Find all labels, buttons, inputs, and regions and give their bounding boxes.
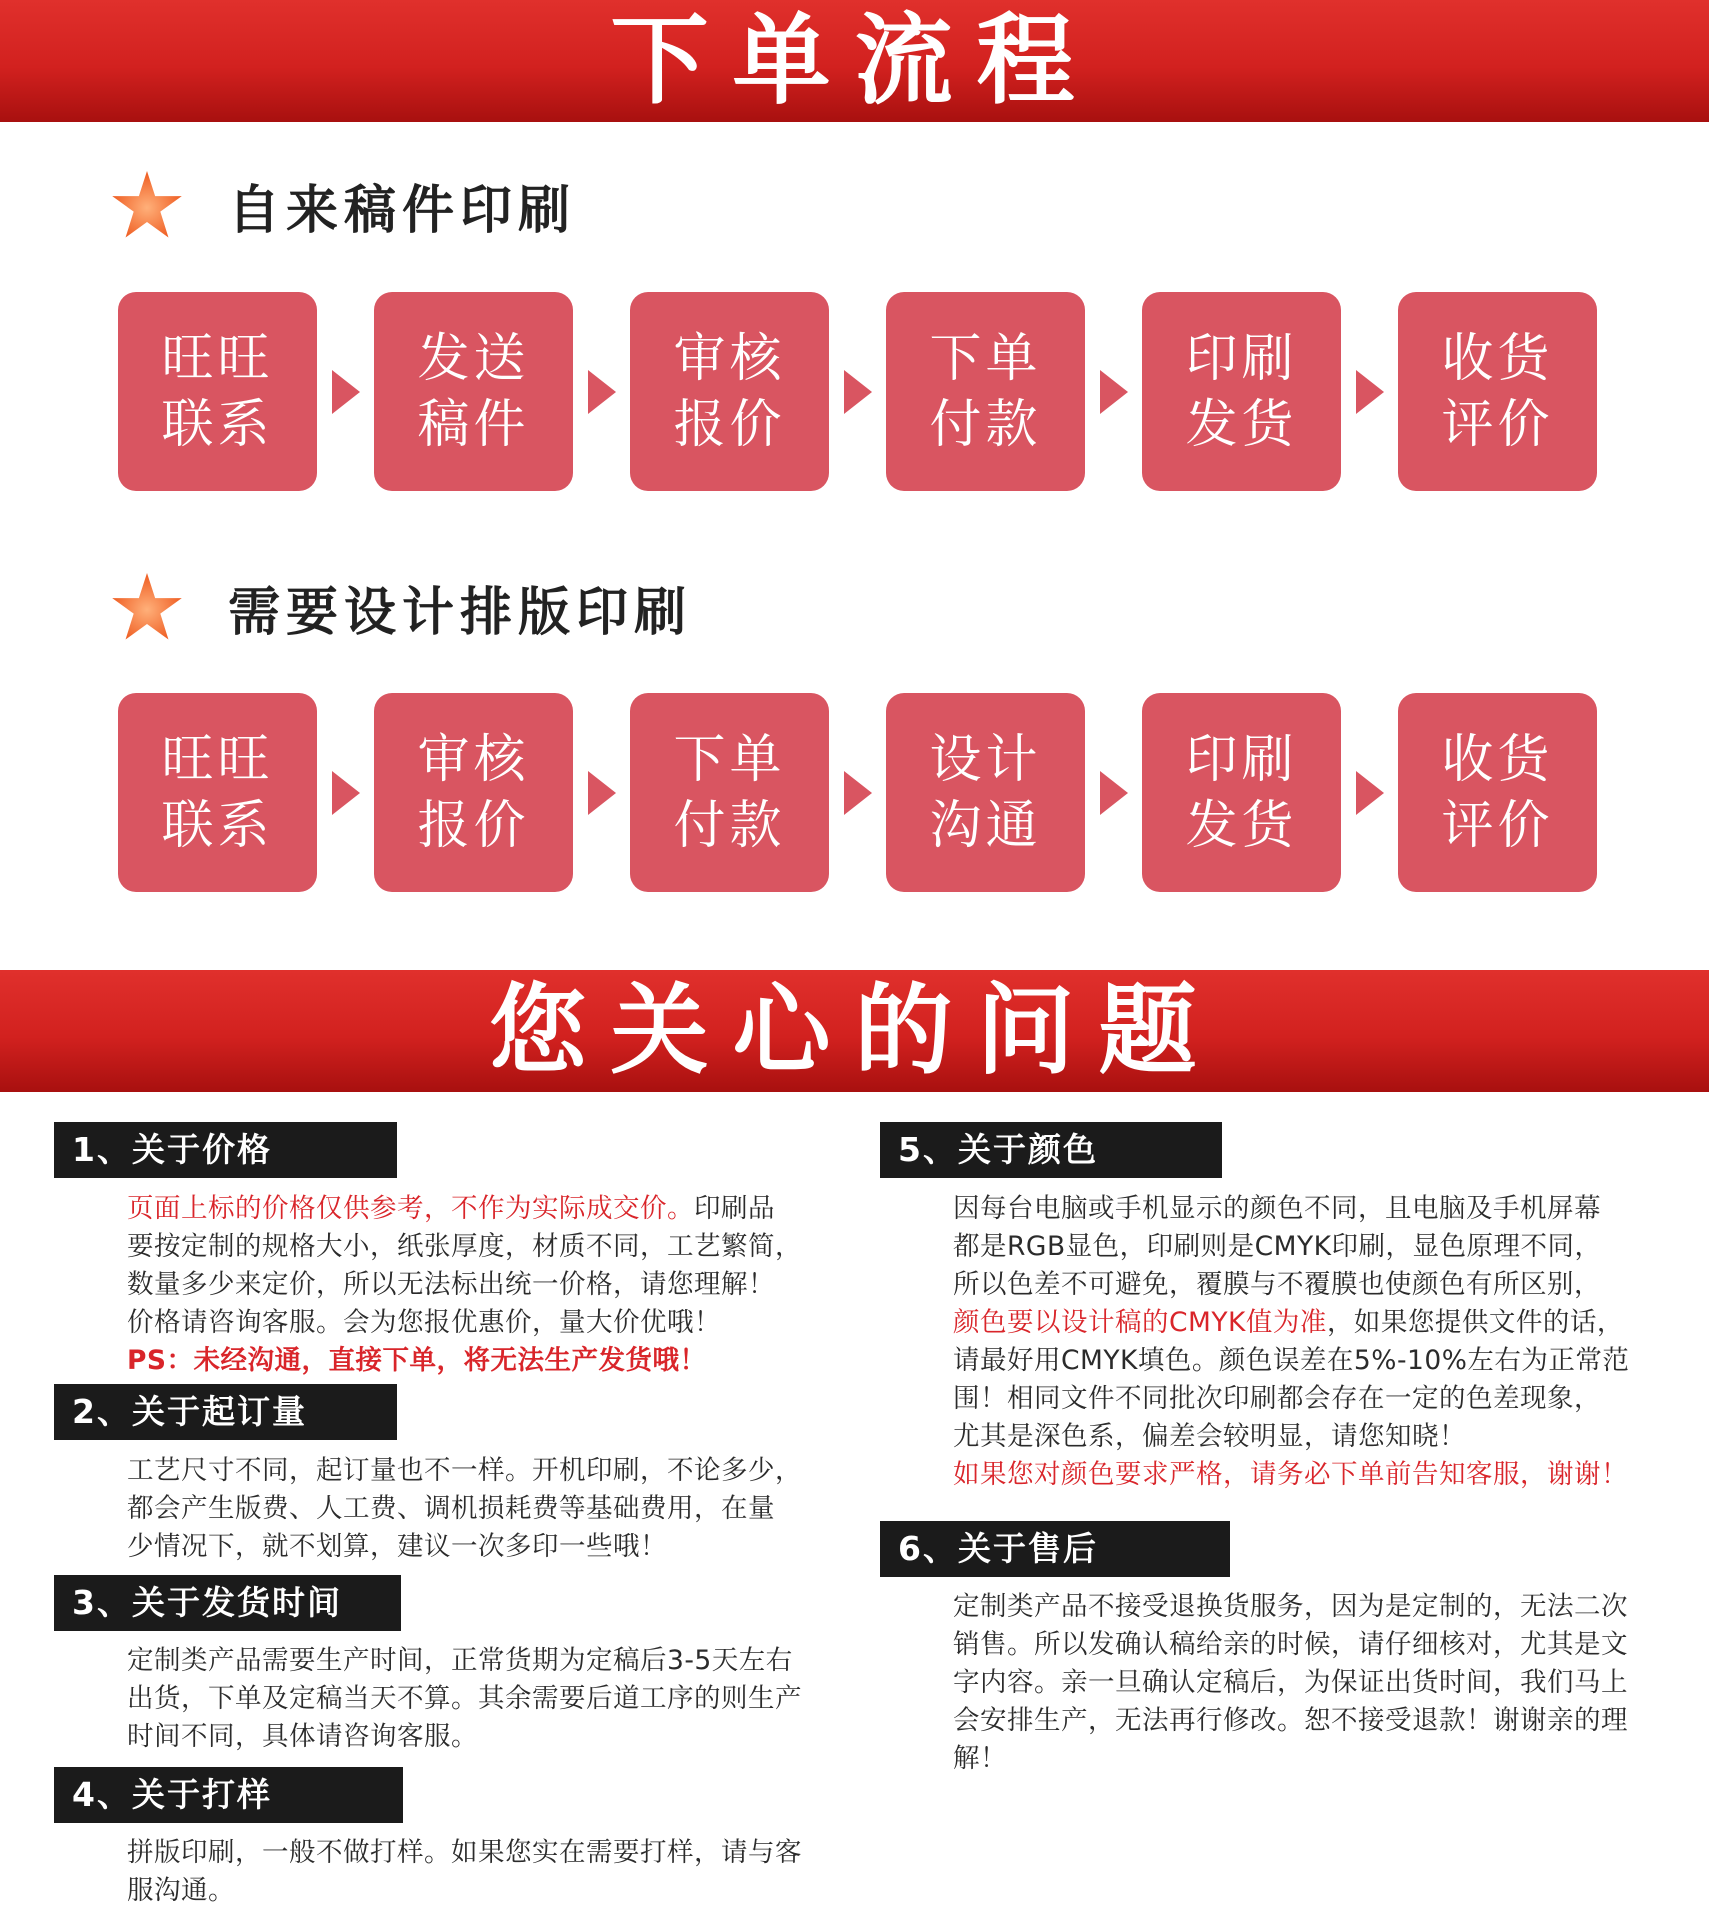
arrow-right-icon bbox=[588, 771, 616, 815]
flow2-step-6 bbox=[1398, 693, 1597, 892]
flow2-step-2 bbox=[374, 693, 573, 892]
step-line1: 旺旺 bbox=[161, 328, 274, 389]
faq-line: 要按定制的规格大小，纸张厚度，材质不同，工艺繁简， bbox=[127, 1231, 802, 1262]
faq-line: 围！相同文件不同批次印刷都会存在一定的色差现象， bbox=[953, 1383, 1601, 1414]
faq-body-price bbox=[127, 1190, 802, 1380]
faq-title: 您关心的问题 bbox=[488, 974, 1221, 1088]
cmyk-standard-note: 颜色要以设计稿的CMYK值为准 bbox=[953, 1307, 1327, 1338]
step-line1: 印刷 bbox=[1185, 729, 1298, 790]
faq-line: 会安排生产，无法再行修改。恕不接受退款！谢谢亲的理 bbox=[953, 1705, 1628, 1736]
flow2-step-1 bbox=[118, 693, 317, 892]
faq-line: 解！ bbox=[953, 1743, 1007, 1774]
section2-title: 需要设计排版印刷 bbox=[228, 582, 693, 643]
step-line1: 收货 bbox=[1441, 328, 1554, 389]
step-line1: 发送 bbox=[417, 328, 530, 389]
flow1-step-2 bbox=[374, 292, 573, 491]
step-line1: 下单 bbox=[929, 328, 1042, 389]
arrow-right-icon bbox=[844, 370, 872, 414]
faq-line: 都会产生版费、人工费、调机损耗费等基础费用，在量 bbox=[127, 1493, 775, 1524]
step-line1: 旺旺 bbox=[161, 729, 274, 790]
color-strict-notice: 如果您对颜色要求严格，请务必下单前告知客服，谢谢！ bbox=[953, 1459, 1628, 1490]
step-line2: 发货 bbox=[1185, 394, 1298, 455]
step-line1: 印刷 bbox=[1185, 328, 1298, 389]
flow1-step-5 bbox=[1142, 292, 1341, 491]
faq-line: 数量多少来定价，所以无法标出统一价格，请您理解！ bbox=[127, 1269, 775, 1300]
arrow-right-icon bbox=[332, 370, 360, 414]
arrow-right-icon bbox=[1356, 370, 1384, 414]
flow2-step-3 bbox=[630, 693, 829, 892]
step-line2: 稿件 bbox=[417, 394, 530, 455]
faq-banner bbox=[0, 970, 1709, 1092]
faq-line: 服沟通。 bbox=[127, 1875, 235, 1906]
order-process-title: 下单流程 bbox=[610, 4, 1099, 118]
faq-line: 工艺尺寸不同，起订量也不一样。开机印刷，不论多少， bbox=[127, 1455, 802, 1486]
flow2-step-4 bbox=[886, 693, 1085, 892]
flow1-step-6 bbox=[1398, 292, 1597, 491]
arrow-right-icon bbox=[1100, 370, 1128, 414]
step-line1: 设计 bbox=[929, 729, 1042, 790]
faq-line: 销售。所以发确认稿给亲的时候，请仔细核对，尤其是文 bbox=[953, 1629, 1628, 1660]
faq-line-text: 印刷品 bbox=[694, 1193, 775, 1224]
step-line2: 评价 bbox=[1441, 394, 1554, 455]
step-line2: 联系 bbox=[161, 795, 274, 856]
step-line2: 联系 bbox=[161, 394, 274, 455]
flow2-step-5 bbox=[1142, 693, 1341, 892]
faq-line: 因每台电脑或手机显示的颜色不同，且电脑及手机屏幕 bbox=[953, 1193, 1601, 1224]
faq-line: 价格请咨询客服。会为您报优惠价，量大价优哦！ bbox=[127, 1307, 721, 1338]
step-line2: 报价 bbox=[673, 394, 786, 455]
faq-line: 拼版印刷，一般不做打样。如果您实在需要打样，请与客 bbox=[127, 1837, 802, 1868]
ps-notice: PS：未经沟通，直接下单，将无法生产发货哦！ bbox=[127, 1345, 707, 1376]
faq-body-color bbox=[953, 1190, 1629, 1494]
faq-line-text: ，如果您提供文件的话， bbox=[1326, 1307, 1624, 1338]
flow1-step-1 bbox=[118, 292, 317, 491]
arrow-right-icon bbox=[1356, 771, 1384, 815]
faq-heading-proof: 4、关于打样 bbox=[54, 1767, 403, 1823]
faq-line: 字内容。亲一旦确认定稿后，为保证出货时间，我们马上 bbox=[953, 1667, 1628, 1698]
faq-line: 时间不同，具体请咨询客服。 bbox=[127, 1721, 478, 1752]
faq-line: 定制类产品需要生产时间，正常货期为定稿后3-5天左右 bbox=[127, 1645, 793, 1676]
faq-body-shipping bbox=[127, 1642, 802, 1756]
step-line2: 付款 bbox=[673, 795, 786, 856]
faq-heading-shipping: 3、关于发货时间 bbox=[54, 1575, 401, 1631]
flow1-step-3 bbox=[630, 292, 829, 491]
faq-heading-color: 5、关于颜色 bbox=[880, 1122, 1222, 1178]
arrow-right-icon bbox=[588, 370, 616, 414]
step-line1: 审核 bbox=[673, 328, 786, 389]
faq-body-aftersale bbox=[953, 1588, 1628, 1778]
faq-line: 请最好用CMYK填色。颜色误差在5%-10%左右为正常范 bbox=[953, 1345, 1630, 1376]
faq-line: 定制类产品不接受退换货服务，因为是定制的，无法二次 bbox=[953, 1591, 1628, 1622]
step-line1: 审核 bbox=[417, 729, 530, 790]
faq-line: 所以色差不可避免，覆膜与不覆膜也使颜色有所区别， bbox=[953, 1269, 1601, 1300]
section2-heading bbox=[110, 567, 692, 647]
arrow-right-icon bbox=[332, 771, 360, 815]
faq-heading-moq: 2、关于起订量 bbox=[54, 1384, 397, 1440]
faq-heading-price: 1、关于价格 bbox=[54, 1122, 397, 1178]
faq-line bbox=[127, 1190, 802, 1228]
step-line2: 付款 bbox=[929, 394, 1042, 455]
faq-line: 少情况下，就不划算，建议一次多印一些哦！ bbox=[127, 1531, 667, 1562]
step-line1: 收货 bbox=[1441, 729, 1554, 790]
step-line2: 沟通 bbox=[929, 795, 1042, 856]
faq-line: 出货，下单及定稿当天不算。其余需要后道工序的则生产 bbox=[127, 1683, 802, 1714]
arrow-right-icon bbox=[844, 771, 872, 815]
step-line2: 报价 bbox=[417, 795, 530, 856]
price-disclaimer: 页面上标的价格仅供参考，不作为实际成交价。 bbox=[127, 1193, 694, 1224]
step-line2: 发货 bbox=[1185, 795, 1298, 856]
flow1-step-4 bbox=[886, 292, 1085, 491]
star-icon bbox=[110, 570, 184, 644]
order-process-banner bbox=[0, 0, 1709, 122]
faq-line: 尤其是深色系，偏差会较明显，请您知晓！ bbox=[953, 1421, 1466, 1452]
star-icon bbox=[110, 168, 184, 242]
faq-heading-aftersale: 6、关于售后 bbox=[880, 1521, 1230, 1577]
step-line1: 下单 bbox=[673, 729, 786, 790]
step-line2: 评价 bbox=[1441, 795, 1554, 856]
faq-line: 都是RGB显色，印刷则是CMYK印刷，显色原理不同， bbox=[953, 1231, 1602, 1262]
section1-heading bbox=[110, 165, 576, 245]
section1-title: 自来稿件印刷 bbox=[228, 180, 577, 241]
faq-body-proof bbox=[127, 1834, 802, 1910]
arrow-right-icon bbox=[1100, 771, 1128, 815]
faq-body-moq bbox=[127, 1452, 802, 1566]
faq-line bbox=[953, 1304, 1629, 1342]
